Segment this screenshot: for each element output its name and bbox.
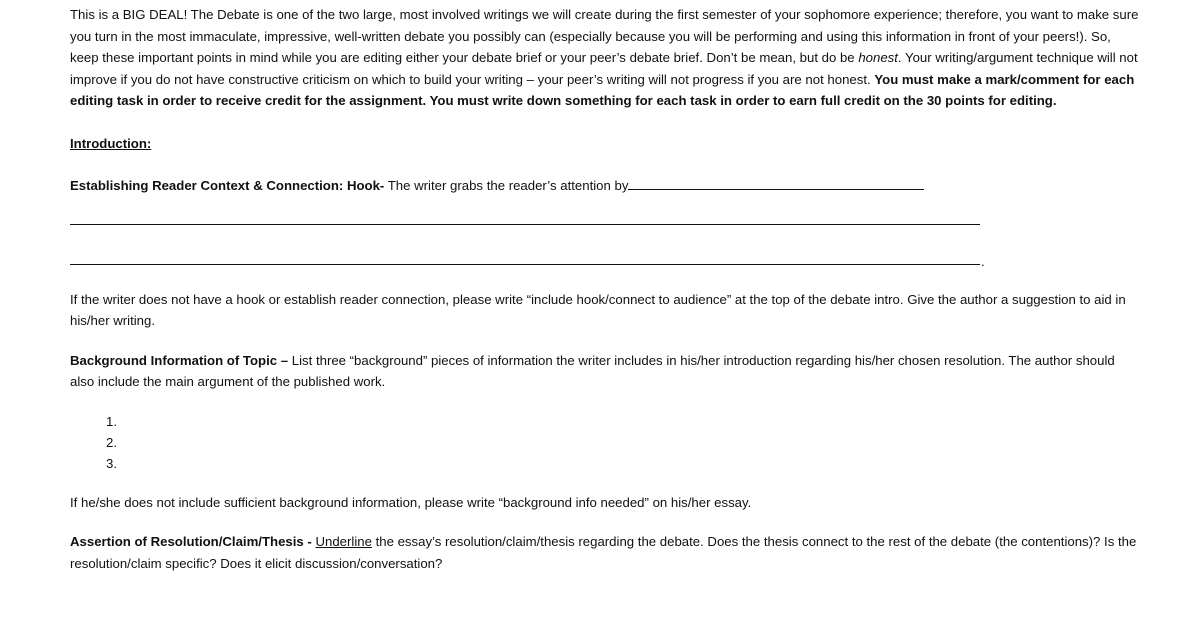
hook-answer-blank[interactable]	[628, 175, 924, 190]
background-note: If he/she does not include sufficient background information, please write “background info needed” on his/her essay.	[70, 494, 752, 510]
assertion-text: the essay’s resolution/claim/thesis regarding the debate. Does the thesis connect to the rest of the debate (the contentions)? Is the resolution/claim specific? Does it elicit discussion/conversation?	[70, 534, 1137, 571]
assertion-label: Assertion of Resolution/Claim/Thesis -	[70, 534, 312, 549]
list-item: 3.	[106, 455, 117, 471]
assertion-prompt	[70, 531, 1140, 574]
intro-bold-requirement: You must make a mark/comment for each editing task in order to receive credit for the assignment. You must write down something for each task in order to earn full credit on the 30 points for editing.	[70, 71, 1135, 108]
background-prompt	[70, 350, 1140, 393]
intro-text-part2: . Your writing/argument technique will not improve if you do not have constructive criticism on which to build your writing – your peer’s writing will not progress if you are not honest.	[70, 50, 1138, 87]
hook-answer-line-1[interactable]	[70, 197, 1140, 237]
intro-text-part1: This is a BIG DEAL! The Debate is one of the two large, most involved writings we will create during the first semester of your sophomore experience; therefore, you want to make sure you turn in the most immaculate, impressive, well-written debate you possibly can (especially because you will be performing and using this information in front of your peers!). So, keep these important points in mind while you are editing either your debate brief or your peer’s debate brief. Don’t be mean, but do be	[70, 7, 1139, 65]
hook-text: The writer grabs the reader’s attention by	[384, 178, 629, 193]
hook-prompt	[70, 175, 1140, 197]
background-list	[70, 411, 1140, 474]
hook-note: If the writer does not have a hook or establish reader connection, please write “include hook/connect to audience” at the top of the debate intro. Give the author a suggestion to aid in his/her writing.	[70, 291, 1126, 328]
background-text: List three “background” pieces of information the writer includes in his/her introduction regarding his/her chosen resolution. The author should also include the main argument of the published work.	[70, 352, 1115, 389]
hook-label: Establishing Reader Context & Connection: Hook-	[70, 178, 385, 193]
intro-honest-word: honest	[858, 50, 898, 65]
hook-answer-line-2[interactable]	[70, 237, 1140, 277]
assertion-underline-word: Underline	[315, 534, 372, 549]
document-page	[70, 4, 1140, 574]
intro-paragraph	[70, 4, 1140, 112]
hook-line-end: .	[981, 254, 985, 269]
background-label: Background Information of Topic –	[70, 352, 289, 368]
list-item: 1.	[106, 413, 117, 429]
list-item: 2.	[106, 434, 117, 450]
introduction-heading: Introduction:	[70, 135, 152, 151]
